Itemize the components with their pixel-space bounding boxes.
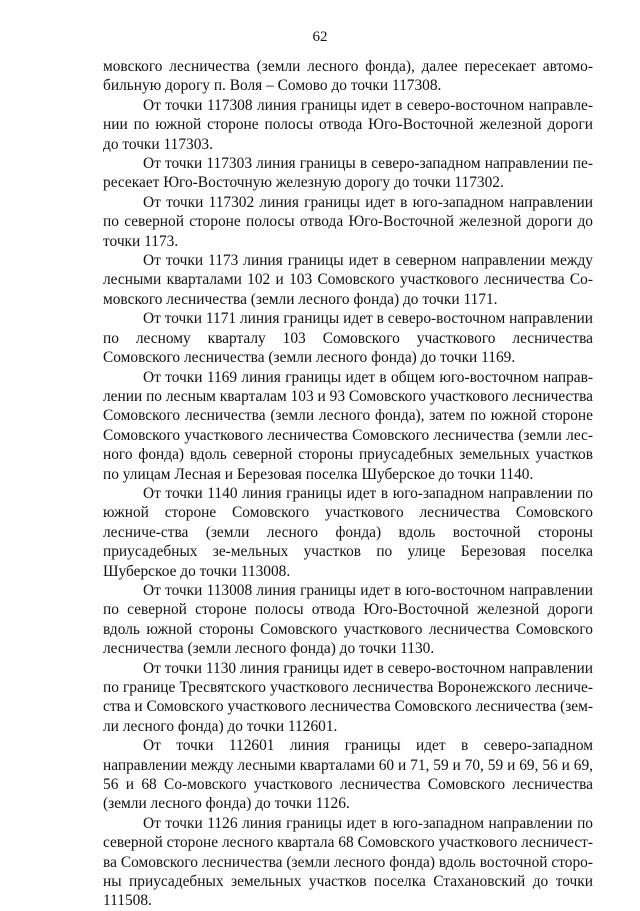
document-body <box>103 57 593 911</box>
paragraph: От точки 117302 линия границы идет в юго-западном направлении по северной стороне полосы отвода Юго-Восточной железной дороги до точки 1173. <box>103 193 593 250</box>
paragraph: От точки 113008 линия границы идет в юго-восточном направлении по северной стороне полосы отвода Юго-Восточной железной дороги вдоль южной стороны Сомовского участкового лесничества Сомовского лесничества (земли лесного фонда) до точки 1130. <box>103 581 593 658</box>
paragraph: От точки 1173 линия границы идет в северном направлении между лесными кварталами 102 и 103 Сомовского участкового лесничества Со-мовского лесничества (земли лесного фонда) до точки 1171. <box>103 252 593 308</box>
paragraph: От точки 117303 линия границы в северо-западном направлении пе-ресекает Юго-Восточную железную дорогу до точки 117302. <box>103 155 593 192</box>
paragraph: От точки 1130 линия границы идет в северо-восточном направлении по границе Тресвятского участкового лесничества Воронежского лесниче-ства и Сомовского участкового лесничества Сомовского лесничества (зем-ли лесного фонда) до точки 112601. <box>103 659 593 735</box>
paragraph: От точки 117308 линия границы идет в северо-восточном направле-нии по южной стороне полосы отвода Юго-Восточной железной дороги до точки 117303. <box>103 96 593 153</box>
paragraph: От точки 112601 линия границы идет в северо-западном направлении между лесными кварталами 60 и 71, 59 и 70, 59 и 69, 56 и 69, 56 и 68 Со-мовского участкового лесничества Сомовского лесничества (земли лесного фонда) до точки 1126. <box>103 737 593 813</box>
paragraph: От точки 1126 линия границы идет в юго-западном направлении по северной стороне лесного квартала 68 Сомовского участкового лесничест-ва Сомовского лесничества (земли лесного фонда) вдоль восточной сторо-ны приусадебных земельных участков поселка Стахановский до точки 111508. <box>103 814 593 910</box>
page-number: 62 <box>312 29 328 45</box>
paragraph: От точки 1140 линия границы идет в юго-западном направлении по южной стороне Сомовского участкового лесничества Сомовского лесниче-ства (земли лесного фонда) вдоль восточной стороны приусадебных зе-мельных участков по улице Березовая поселка Шуберское до точки 113008. <box>103 484 593 580</box>
paragraph-continuation: мовского лесничества (земли лесного фонда), далее пересекает автомо-бильную дорогу п. Воля – Сомово до точки 117308. <box>103 58 593 95</box>
paragraph: От точки 1169 линия границы идет в общем юго-восточном направ-лении по лесным кварталам 103 и 93 Сомовского участкового лесничества Сомовского лесничества (земли лесного фонда), затем по южной стороне Сомовского участкового лесничества Сомовского лесничества (земли лес-ного фонда) вдоль северной стороны приусадебных земельных участков по улицам Лесная и Березовая поселка Шуберское до точки 1140. <box>103 368 593 483</box>
paragraph: От точки 1171 линия границы идет в северо-восточном направлении по лесному кварталу 103 Сомовского участкового лесничества Сомовского лесничества (земли лесного фонда) до точки 1169. <box>103 310 593 367</box>
